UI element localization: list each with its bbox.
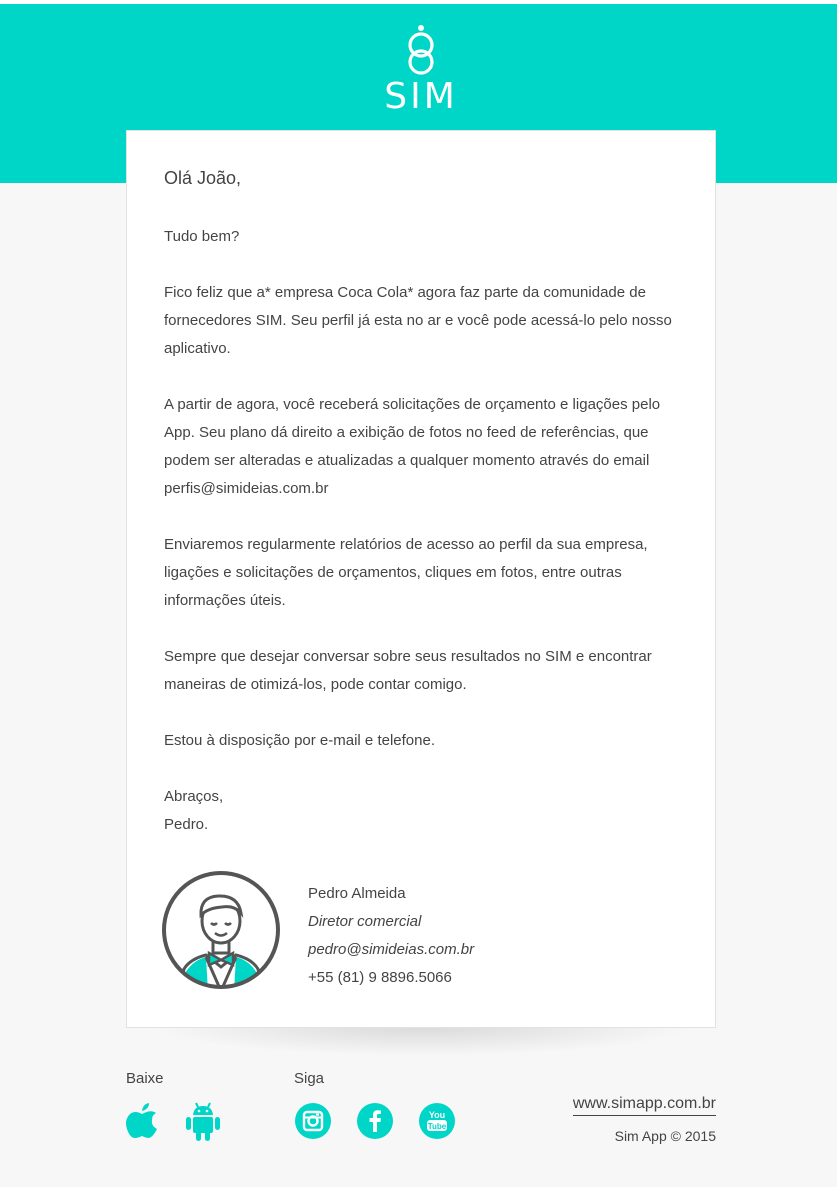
paragraph-3	[164, 391, 684, 503]
paragraph-line: Abraços,	[164, 788, 224, 805]
paragraph-line: Estou à disposição por e-mail e telefone.	[164, 732, 435, 749]
profile-email-link[interactable]: perfis@simideias.com.br	[164, 480, 329, 497]
paragraph-5	[164, 643, 684, 699]
android-icon[interactable]	[184, 1102, 222, 1140]
signature-role: Diretor comercial	[308, 913, 422, 930]
logo-wordmark: SIM	[384, 76, 458, 117]
instagram-icon[interactable]	[294, 1102, 332, 1140]
email-card	[126, 130, 716, 1028]
paragraph-1	[164, 223, 684, 251]
paragraph-line: Enviaremos regularmente relatórios de acesso ao perfil da sua empresa,	[164, 536, 648, 553]
paragraph-line: A partir de agora, você receberá solicitações de orçamento e ligações pelo	[164, 396, 661, 413]
apple-icon[interactable]	[124, 1102, 162, 1140]
svg-text:Tube: Tube	[427, 1122, 447, 1131]
paragraph-line: ligações e solicitações de orçamentos, cliques em fotos, entre outras	[164, 564, 622, 581]
paragraph-line: Fico feliz que a* empresa Coca Cola* agora faz parte da comunidade de	[164, 284, 646, 301]
paragraph-line: App. Seu plano dá direito a exibição de fotos no feed de referências, que	[164, 424, 649, 441]
website-link[interactable]: www.simapp.com.br	[573, 1095, 716, 1116]
paragraph-6	[164, 727, 684, 755]
greeting: Olá João,	[164, 168, 242, 188]
paragraph-line: fornecedores SIM. Seu perfil já esta no ar e você pode acessá-lo pelo nosso	[164, 312, 672, 329]
rings-icon	[378, 20, 464, 76]
facebook-icon[interactable]	[356, 1102, 394, 1140]
email-page	[0, 4, 837, 1187]
sim-logo[interactable]	[378, 20, 464, 117]
signature-name: Pedro Almeida	[308, 885, 406, 902]
sign-off	[164, 783, 684, 839]
paragraph-2	[164, 279, 684, 363]
paragraph-line: podem ser alteradas e atualizadas a qualquer momento através do email	[164, 452, 650, 469]
copyright-text: Sim App © 2015	[614, 1128, 716, 1144]
paragraph-line: Pedro.	[164, 816, 209, 833]
paragraph-line: Tudo bem?	[164, 228, 240, 245]
svg-text:You: You	[428, 1110, 446, 1120]
card-shadow	[150, 1026, 695, 1056]
signature-phone[interactable]: +55 (81) 9 8896.5066	[308, 969, 452, 986]
youtube-icon[interactable]	[418, 1102, 456, 1140]
paragraph-line: informações úteis.	[164, 592, 286, 609]
paragraph-4	[164, 531, 684, 615]
follow-label: Siga	[294, 1070, 325, 1087]
paragraph-line: aplicativo.	[164, 340, 231, 357]
paragraph-line: maneiras de otimizá-los, pode contar comigo.	[164, 676, 467, 693]
person-avatar-icon	[160, 869, 282, 991]
download-label: Baixe	[126, 1070, 164, 1087]
signature-email[interactable]: pedro@simideias.com.br	[308, 941, 475, 958]
paragraph-line: Sempre que desejar conversar sobre seus resultados no SIM e encontrar	[164, 648, 652, 665]
